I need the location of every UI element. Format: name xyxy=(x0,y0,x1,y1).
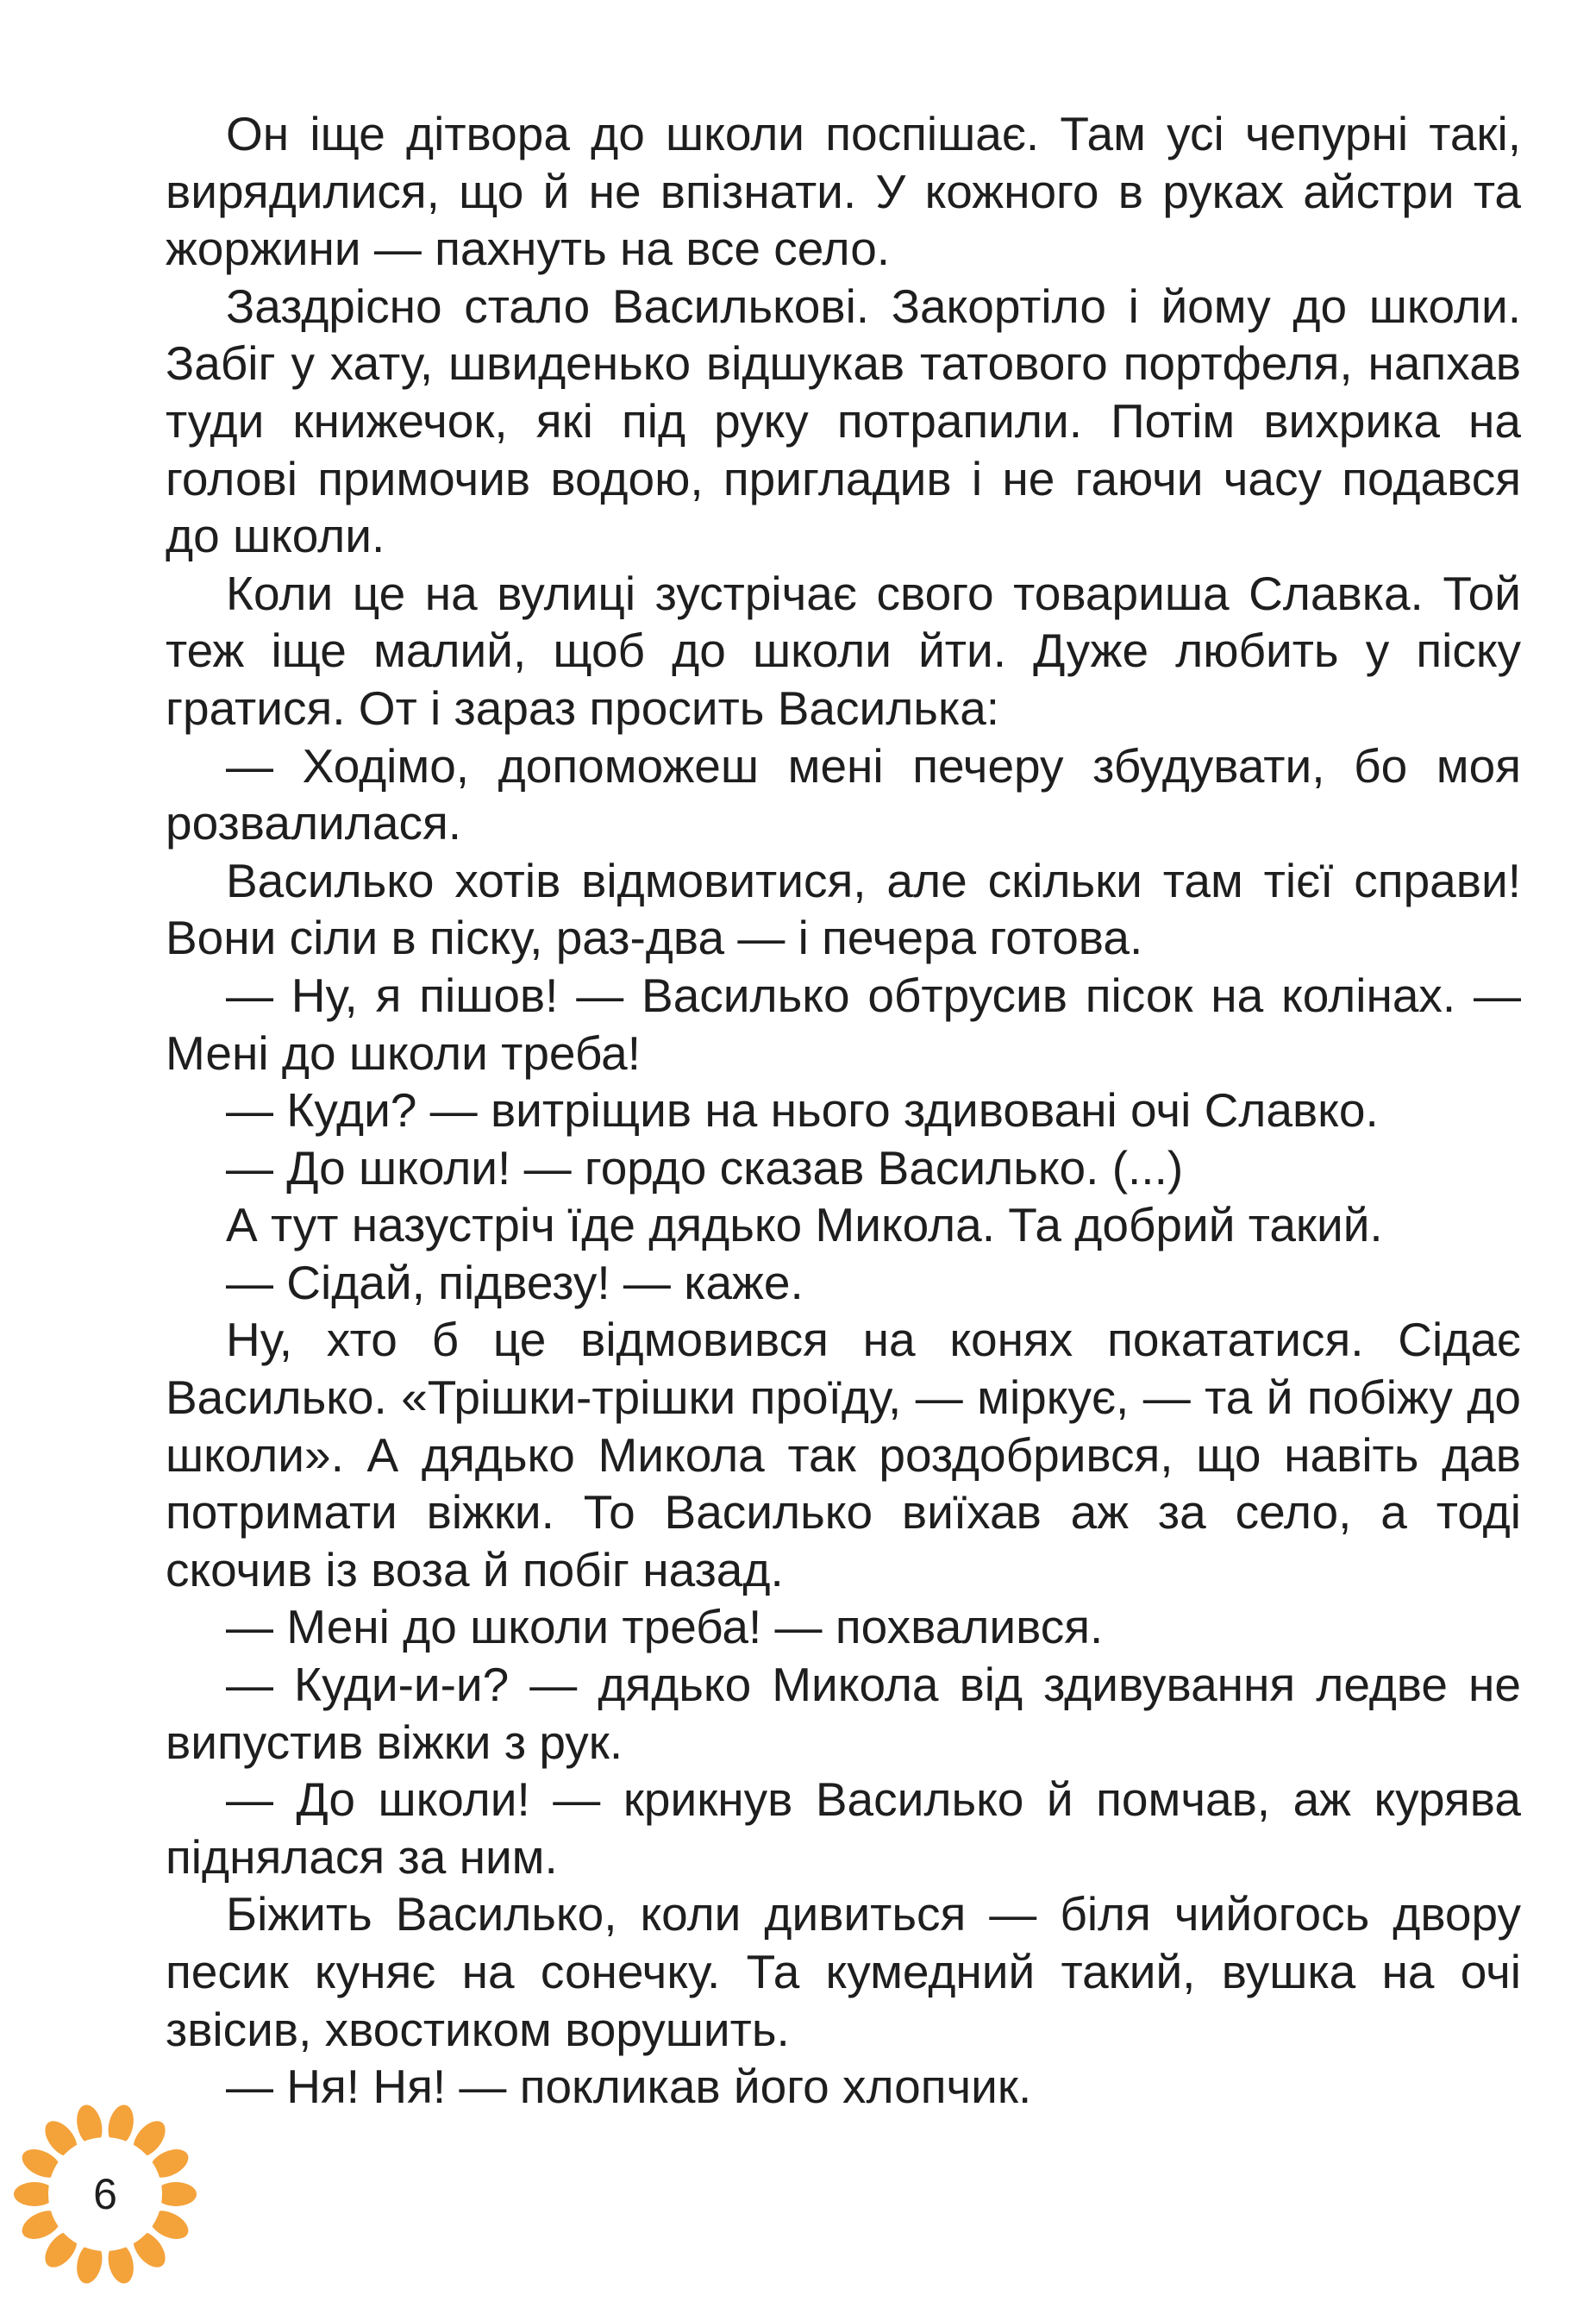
paragraph: Заздрісно стало Василькові. Закортіло і йому до школи. Забіг у хату, швиденько відшукав татового портфеля, напхав туди книжечок, які під руку потрапили. Потім вихрика на голові примочив водою, пригладив і не гаючи часу подався до школи. xyxy=(166,279,1521,563)
paragraph: — Ня! Ня! — покликав його хлопчик. xyxy=(226,2060,1032,2114)
paragraph: Біжить Василько, коли дивиться — біля чийогось двору песик куняє на сонечку. Та кумедний такий, вушка на очі звісив, хвостиком ворушить. xyxy=(166,1887,1521,2056)
paragraph: Он іще дітвора до школи поспішає. Там усі чепурні такі, вирядилися, що й не впізнати. У кожного в руках айстри та жоржини — пахнуть на все село. xyxy=(166,107,1521,276)
paragraph: — Куди-и-и? — дядько Микола від здивування ледве не випустив віжки з рук. xyxy=(166,1658,1521,1769)
paragraph: — Мені до школи треба! — похвалився. xyxy=(226,1600,1104,1654)
paragraph: А тут назустріч їде дядько Микола. Та добрий такий. xyxy=(226,1198,1383,1252)
paragraph: — Куди? — витріщив на нього здивовані очі Славко. xyxy=(226,1083,1379,1138)
page-number: 6 xyxy=(93,2170,117,2218)
story-text xyxy=(166,105,1521,2116)
page-number-badge xyxy=(7,2096,203,2292)
paragraph: Василько хотів відмовитися, але скільки там тієї справи! Вони сіли в піску, раз-два — і печера готова. xyxy=(166,853,1521,965)
paragraph: Коли це на вулиці зустрічає свого товариша Славка. Той теж іще малий, щоб до школи йти. Дуже любить у піску гратися. От і зараз просить Василька: xyxy=(166,566,1521,735)
paragraph: — Сідай, підвезу! — каже. xyxy=(226,1255,804,1309)
paragraph: Ну, хто б це відмовився на конях покататися. Сідає Василько. «Трішки-трішки проїду, — міркує, — та й побіжу до школи». А дядько Микола так роздобрився, що навіть дав потримати віжки. То Василько виїхав аж за село, а тоді скочив із воза й побіг назад. xyxy=(166,1313,1521,1596)
paragraph: — Ходімо, допоможеш мені печеру збудувати, бо моя розвалилася. xyxy=(166,738,1521,850)
paragraph: — До школи! — крикнув Василько й помчав, аж курява піднялася за ним. xyxy=(166,1772,1521,1884)
paragraph: — До школи! — гордо сказав Василько. (...) xyxy=(226,1140,1184,1195)
paragraph: — Ну, я пішов! — Василько обтрусив пісок на колінах. — Мені до школи треба! xyxy=(166,968,1521,1080)
